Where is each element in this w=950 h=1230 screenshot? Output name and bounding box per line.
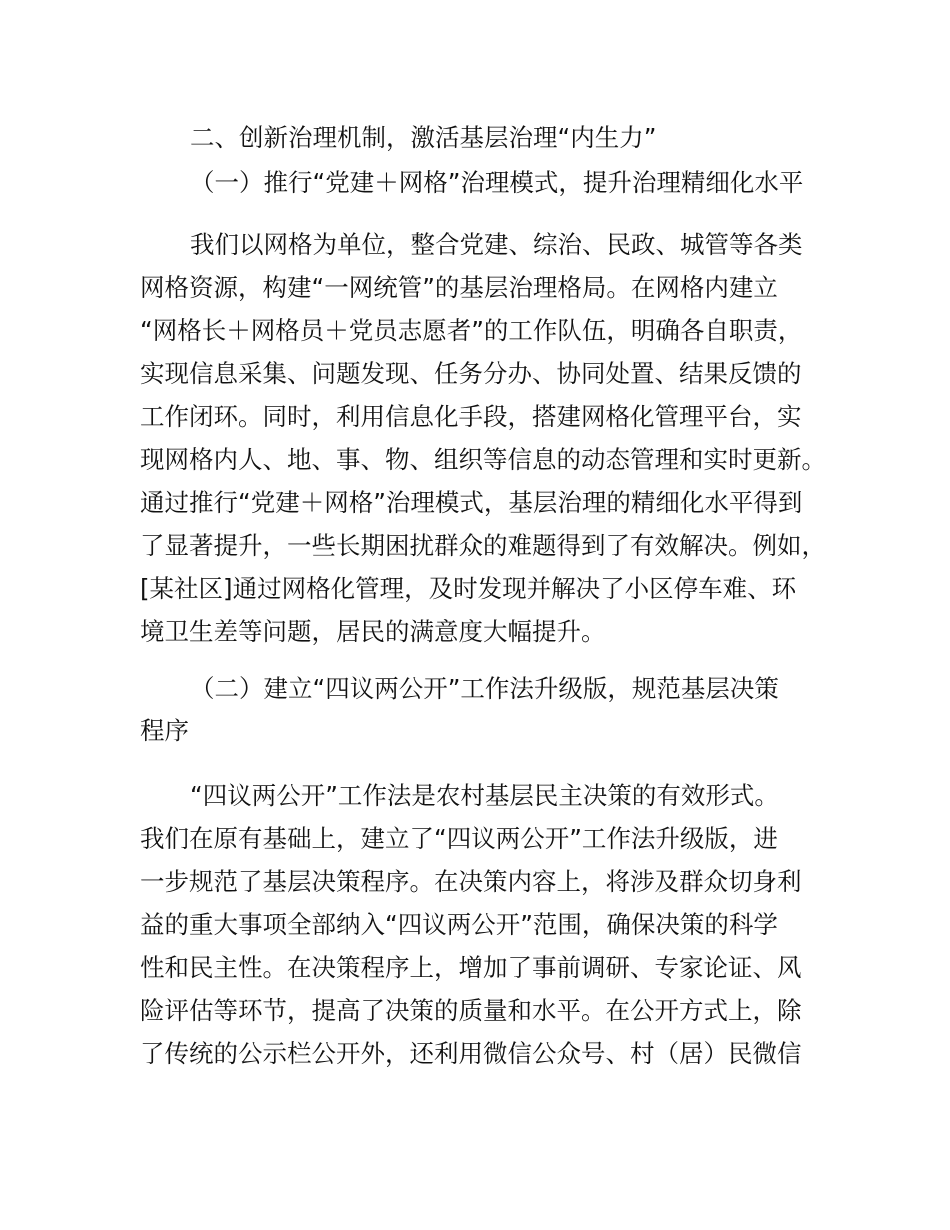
section-heading: 二、创新治理机制，激活基层治理“内生力” xyxy=(190,123,657,152)
paragraph-line: 我们在原有基础上，建立了“四议两公开”工作法升级版，进 xyxy=(140,824,778,853)
paragraph-line: “网格长＋网格员＋党员志愿者”的工作队伍，明确各自职责， xyxy=(140,316,803,345)
paragraph-line: 通过推行“党建＋网格”治理模式，基层治理的精细化水平得到 xyxy=(140,488,803,517)
paragraph-line: 工作闭环。同时，利用信息化手段，搭建网格化管理平台，实 xyxy=(140,402,802,431)
paragraph-line: 性和民主性。在决策程序上，增加了事前调研、专家论证、风 xyxy=(140,953,802,982)
paragraph-line: 益的重大事项全部纳入“四议两公开”范围，确保决策的科学 xyxy=(140,910,778,939)
paragraph-line: 了传统的公示栏公开外，还利用微信公众号、村（居）民微信 xyxy=(140,1039,802,1068)
subsection-1-heading: （一）推行“党建＋网格”治理模式，提升治理精细化水平 xyxy=(190,168,804,197)
paragraph-line: 我们以网格为单位，整合党建、综治、民政、城管等各类 xyxy=(190,230,803,259)
paragraph-line: 一步规范了基层决策程序。在决策内容上，将涉及群众切身利 xyxy=(140,867,802,896)
paragraph-line: 网格资源，构建“一网统管”的基层治理格局。在网格内建立 xyxy=(140,273,778,302)
paragraph-line: 险评估等环节，提高了决策的质量和水平。在公开方式上，除 xyxy=(140,996,802,1025)
paragraph-line: 了显著提升，一些长期困扰群众的难题得到了有效解决。例如， xyxy=(140,531,826,560)
paragraph-line: 实现信息采集、问题发现、任务分办、协同处置、结果反馈的 xyxy=(140,359,802,388)
paragraph-line: 境卫生差等问题，居民的满意度大幅提升。 xyxy=(140,617,606,646)
paragraph-line: 现网格内人、地、事、物、组织等信息的动态管理和实时更新。 xyxy=(140,445,826,474)
paragraph-line: “四议两公开”工作法是农村基层民主决策的有效形式。 xyxy=(190,781,779,810)
subsection-2-heading: （二）建立“四议两公开”工作法升级版，规范基层决策 xyxy=(190,674,779,703)
paragraph-line: [某社区]通过网格化管理，及时发现并解决了小区停车难、环 xyxy=(140,574,797,603)
subsection-2-heading-continued: 程序 xyxy=(140,716,189,745)
